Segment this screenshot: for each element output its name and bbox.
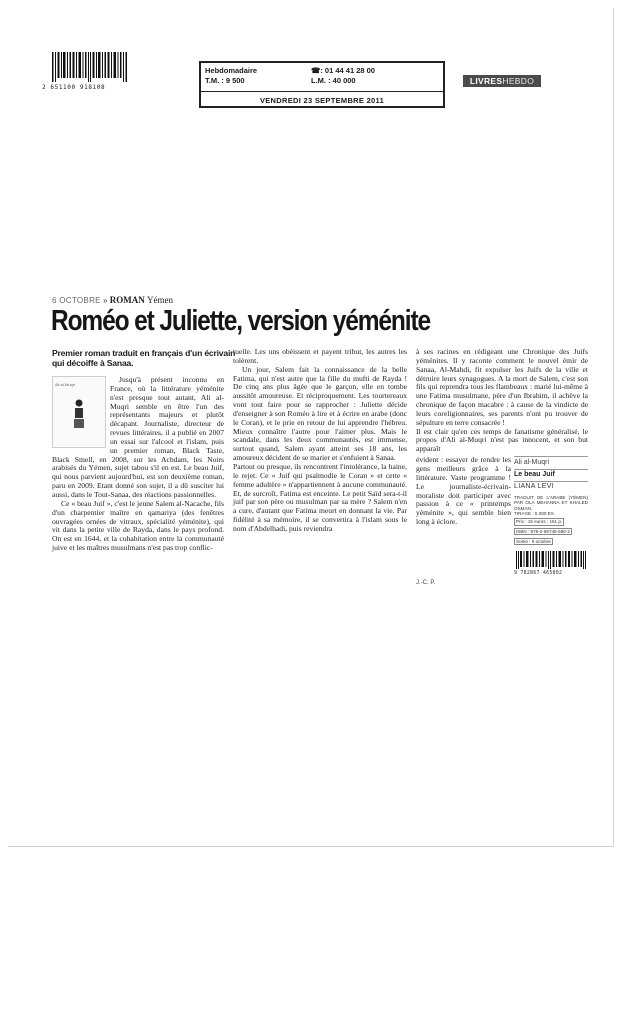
- press-clipping-page: [8, 8, 614, 847]
- periodicity-label: Hebdomadaire: [205, 66, 258, 75]
- article-paragraph: Il est clair qu'en ces temps de fanatisme généralisé, le propos d'Ali al-Muqri n'est pas innocent, et son but apparaît: [416, 426, 588, 454]
- article-column-1: [52, 376, 224, 553]
- book-cover-image: [52, 376, 106, 448]
- circulation-tm: T.M. : 9 500: [205, 76, 245, 85]
- info-box-divider: [201, 91, 443, 92]
- country-label: Yémen: [146, 295, 173, 305]
- article-kicker: [52, 295, 173, 305]
- column-3-lower: [416, 456, 588, 588]
- sidebar-publisher: LIANA LEVI: [514, 482, 554, 490]
- sidebar-translation: TRADUIT DE L'ARABE (YÉMEN) PAR OLA MEHANNA ET KHALED OSMAN.: [514, 494, 588, 511]
- livres-hebdo-logo: LIVRESHEBDO: [463, 75, 541, 87]
- article-paragraph: Ce « beau Juif », c'est le jeune Salem al-Nacache, fils d'un charpentier maître en qamariya (des fenêtres ouvragées ornées de vitraux, spécialité yéménite), qui vit dans la petite ville de Rayda, dans le pays profond. On est en 1644, et la cohabitation entre la communauté juive et les maîtres musulmans n'est pas trop conflic-: [52, 498, 224, 553]
- article-paragraph: à ses racines en rédigeant une Chronique des Juifs yéménites. Il y raconte comment le nouvel émir de Sanaa, Al-Mahdi, fit expulser les Juifs de la ville et détruire leurs synagogues. A la mort de Salem, c'est son fils qui reprendra tous les flambeaux : marié lui-même à une Fatima musulmane, père d'un Ibrahim, il achève la chronique de façon macabre : à cause de la vindicte de leurs coreligionnaires, ses parents n'ont pu trouver de sépulture en terre consacrée !: [416, 347, 588, 427]
- sidebar-author: Ali al-Muqri: [514, 459, 550, 467]
- article-headline: Roméo et Juliette, version yéménite: [51, 305, 431, 337]
- article-paragraph: Partout ou presque, ils rencontrent l'intolérance, la haine, le rejet. Ce « Juif qui psalmodie le Coran » et cette « femme adultère » n'appartiennent à aucune communauté. Et, de surcroît, Fatima est enceinte. Le petit Saïd sera-t-il juif par son père ou musulman par sa mère ? Salem n'en a cure, d'autant que Fatima meurt en donnant la vie. Par fidélité à sa mémoire, il se convertira à l'islam sous le nom d'Abdelhadi, puis reviendra: [233, 461, 407, 533]
- kicker-arrow: »: [103, 296, 108, 305]
- sidebar-book-title: Le beau Juif: [514, 470, 555, 478]
- isbn-barcode-number: 9 782867 465802: [514, 569, 563, 576]
- article-paragraph: tuelle. Les uns obéissent et payent tribut, les autres les tolèrent.: [233, 347, 407, 365]
- circulation-lm: L.M. : 40 000: [311, 76, 356, 85]
- author-signature: J.-C. P.: [416, 580, 436, 587]
- article-paragraph: Un jour, Salem fait la connaissance de la belle Fatima, qui n'est autre que la fille du mufti de Rayda ! De cinq ans plus âgée que le garçon, elle en tombe aussitôt amoureuse. Et réciproquement. Les tourtereaux vont tout faire pour se rapprocher : Juliette décide d'enseigner à son Roméo à lire et à écrire en arabe (donc le Coran), et le prie en retour de lui apprendre l'hébreu. Mieux connaître l'autre pour l'aimer plus. Mais le scandale, dans les deux communautés, est immense, surtout quand, Salem ayant atteint ses 18 ans, les amoureux décident de se marier et s'enfuient à Sanaa.: [233, 364, 407, 463]
- isbn-barcode: [514, 551, 588, 569]
- sidebar-release: Sortie : 6 octobre: [516, 538, 551, 544]
- publication-barcode: [52, 52, 128, 82]
- sidebar-divider: [514, 469, 588, 470]
- article-column-2: [233, 348, 407, 534]
- sidebar-price: Prix : 16 euros ; 161 p.: [516, 519, 563, 525]
- sidebar-isbn: ISBN : 978-2-86746-580-2: [516, 528, 570, 534]
- sidebar-print-run: TIRAGE : 5 000 EX.: [514, 511, 556, 517]
- column-3-narrow: [416, 456, 511, 527]
- book-info-sidebar: [514, 456, 588, 577]
- cover-author: Ali al-Muqri: [55, 382, 76, 387]
- article-deck: Premier roman traduit en français d'un écrivain qui décoiffe à Sanaa.: [52, 348, 236, 368]
- phone-number: ☎: 01 44 41 28 00: [311, 66, 375, 75]
- cover-figure-icon: [73, 399, 85, 429]
- issue-date: VENDREDI 23 SEPTEMBRE 2011: [259, 96, 385, 105]
- article-paragraph: Jusqu'à présent inconnu en France, où la littérature yéménite n'est presque tout autant, Ali al-Muqri semble en être l'un des représentants majeurs et plutôt décapant. Journaliste, directeur de revues littéraires, il a publié en 2007 un essai sur l'alcool et l'islam, puis un premier roman, Black Taste, Black Smell, en 2008, sur les Achdam, les Noirs arabisés du Yémen, sujet tabou s'il en est. Le beau Juif, qui nous parvient aujourd'hui, est son deuxième roman, paru en 2009. Etant donné son sujet, il a dû susciter lui aussi, dans le Tout-Sanaa, des réactions passionnelles.: [52, 375, 224, 499]
- sidebar-divider: [514, 481, 588, 482]
- article-paragraph: évident : essayer de rendre les gens meilleurs grâce à la littérature. Vaste programme ! Le journaliste-écrivain-moraliste doit participer avec passion à ce « printemps yéménite », qui semble bien long à éclore.: [416, 455, 511, 527]
- barcode-number: 2 651100 918108: [42, 84, 106, 91]
- release-date: 6 OCTOBRE: [52, 296, 101, 305]
- section-label: ROMAN: [109, 295, 145, 305]
- publication-info-box: [199, 61, 445, 108]
- article-column-3: [416, 348, 588, 588]
